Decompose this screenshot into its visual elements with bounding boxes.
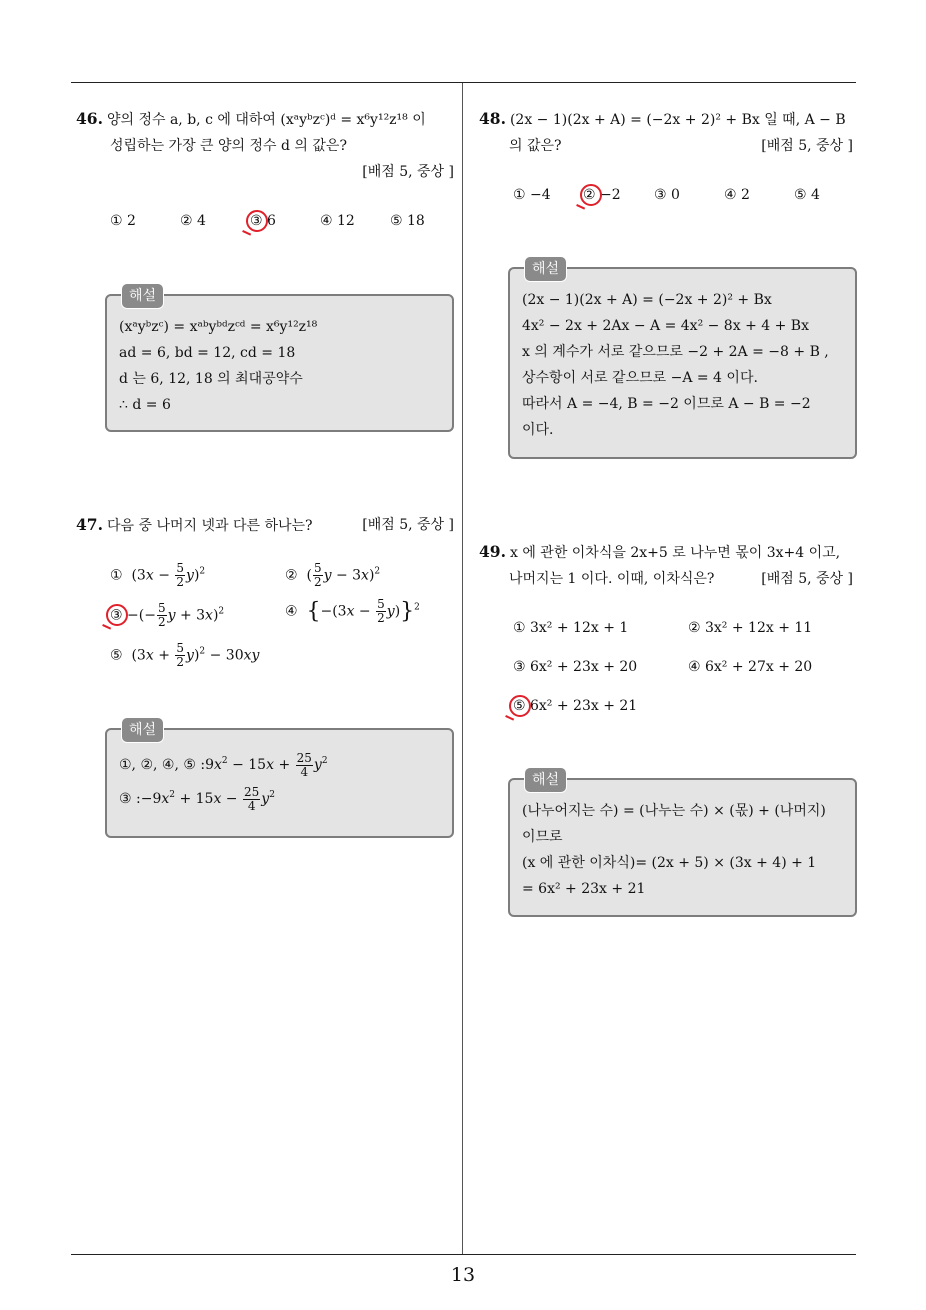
solution-line: = 6x² + 23x + 21 — [522, 881, 646, 897]
choice-1[interactable]: ① 2 — [110, 213, 136, 229]
solution-line: (x 에 관한 이차식)= (2x + 5) × (3x + 4) + 1 — [522, 855, 817, 871]
problem-47 — [76, 512, 454, 539]
solution-line: ①, ②, ④, ⑤ $:9x^2 - 15x$ + $\frac{25}{4}$ $y^2$ — [119, 750, 328, 779]
choice-2[interactable]: ② 4 — [180, 213, 206, 229]
answer-circle-mark — [509, 695, 531, 717]
problem-46 — [76, 106, 454, 185]
problem-number: 48. — [479, 109, 506, 128]
choice-5[interactable]: ⑤ 18 — [390, 213, 425, 229]
page-number: 13 — [450, 1264, 476, 1286]
choice-4[interactable]: ④ {−(3x − $\frac{5}{2}$ y)}$^2$ — [285, 597, 420, 625]
problem-48 — [479, 106, 857, 159]
choice-2[interactable]: ② 3x² + 12x + 11 — [688, 620, 813, 636]
solution-tag: 해설 — [121, 717, 164, 743]
problem-line-2: 성립하는 가장 큰 양의 정수 d 의 값은? — [110, 138, 347, 154]
choice-3[interactable]: ③ 6x² + 23x + 20 — [513, 659, 638, 675]
solution-box-48 — [508, 261, 857, 459]
solution-line: ad = 6, bd = 12, cd = 18 — [119, 345, 296, 361]
solution-box-46 — [105, 288, 454, 432]
problem-line-2: 나머지는 1 이다. 이때, 이차식은? — [509, 571, 715, 587]
choice-1[interactable]: ① (3x − $\frac{5}{2}$ y)$^2$ — [110, 561, 206, 589]
choice-1[interactable]: ① −4 — [513, 187, 551, 203]
choice-2[interactable]: ② −2 — [583, 187, 621, 203]
points-difficulty: [배점 5, 중상 ] — [362, 517, 454, 533]
solution-tag: 해설 — [524, 767, 567, 793]
problem-49 — [479, 539, 857, 592]
choice-5[interactable]: ⑤ 6x² + 23x + 21 — [513, 698, 638, 714]
solution-box-47 — [105, 722, 454, 838]
choice-4[interactable]: ④ 2 — [724, 187, 750, 203]
solution-line: 이므로 — [522, 829, 563, 845]
problem-line-1: 양의 정수 a, b, c 에 대하여 (xᵃyᵇzᶜ)ᵈ = x⁶y¹²z¹⁸ 이 — [106, 112, 426, 128]
solution-line: d 는 6, 12, 18 의 최대공약수 — [119, 371, 303, 387]
choice-5[interactable]: ⑤ 4 — [794, 187, 820, 203]
column-divider — [462, 83, 463, 1255]
answer-circle-mark — [580, 184, 602, 206]
choice-2[interactable]: ② ( $\frac{5}{2}$ y − 3x)$^2$ — [285, 561, 381, 589]
problem-number: 49. — [479, 542, 506, 561]
points-difficulty: [배점 5, 중상 ] — [362, 164, 454, 180]
choice-4[interactable]: ④ 6x² + 27x + 20 — [688, 659, 813, 675]
solution-line: 이다. — [522, 422, 554, 438]
solution-line: 4x² − 2x + 2Ax − A = 4x² − 8x + 4 + Bx — [522, 318, 809, 334]
solution-line: x 의 계수가 서로 같으므로 −2 + 2A = −8 + B , — [522, 344, 829, 360]
solution-line: (나누어지는 수) = (나누는 수) × (몫) + (나머지) — [522, 803, 826, 819]
solution-line: 상수항이 서로 같으므로 −A = 4 이다. — [522, 370, 758, 386]
choice-3[interactable]: ③ 0 — [654, 187, 680, 203]
answer-circle-mark — [106, 604, 128, 626]
choice-3[interactable]: ③ 6 — [250, 213, 276, 229]
solution-line: (xᵃyᵇzᶜ) = xᵃᵇyᵇᵈzᶜᵈ = x⁶y¹²z¹⁸ — [119, 319, 318, 335]
solution-line: (2x − 1)(2x + A) = (−2x + 2)² + Bx — [522, 292, 772, 308]
solution-tag: 해설 — [524, 256, 567, 282]
solution-tag: 해설 — [121, 283, 164, 309]
problem-line-1: 다음 중 나머지 넷과 다른 하나는? — [106, 518, 313, 534]
solution-line: 따라서 A = −4, B = −2 이므로 A − B = −2 — [522, 396, 811, 412]
solution-line: ③ $:-9x^2 + 15x$ − $\frac{25}{4}$ $y^2$ — [119, 784, 275, 813]
problem-line-1: x 에 관한 이차식을 2x+5 로 나누면 몫이 3x+4 이고, — [509, 545, 841, 561]
choice-4[interactable]: ④ 12 — [320, 213, 355, 229]
problem-line-2: 의 값은? — [509, 138, 562, 154]
solution-line: ∴ d = 6 — [119, 397, 171, 413]
choice-1[interactable]: ① 3x² + 12x + 1 — [513, 620, 629, 636]
problem-number: 47. — [76, 515, 103, 534]
points-difficulty: [배점 5, 중상 ] — [761, 571, 853, 587]
top-rule — [71, 82, 856, 83]
answer-circle-mark — [246, 210, 268, 232]
points-difficulty: [배점 5, 중상 ] — [761, 138, 853, 154]
problem-line-1: (2x − 1)(2x + A) = (−2x + 2)² + Bx 일 때, A − B — [509, 112, 846, 128]
bottom-rule — [71, 1254, 856, 1255]
choice-3[interactable]: ③ −(− $\frac{5}{2}$ y + 3x)$^2$ — [110, 601, 225, 629]
solution-box-49 — [508, 772, 857, 917]
choice-5[interactable]: ⑤ (3x + $\frac{5}{2}$ y)$^2$ − 30xy — [110, 641, 260, 669]
problem-number: 46. — [76, 109, 103, 128]
